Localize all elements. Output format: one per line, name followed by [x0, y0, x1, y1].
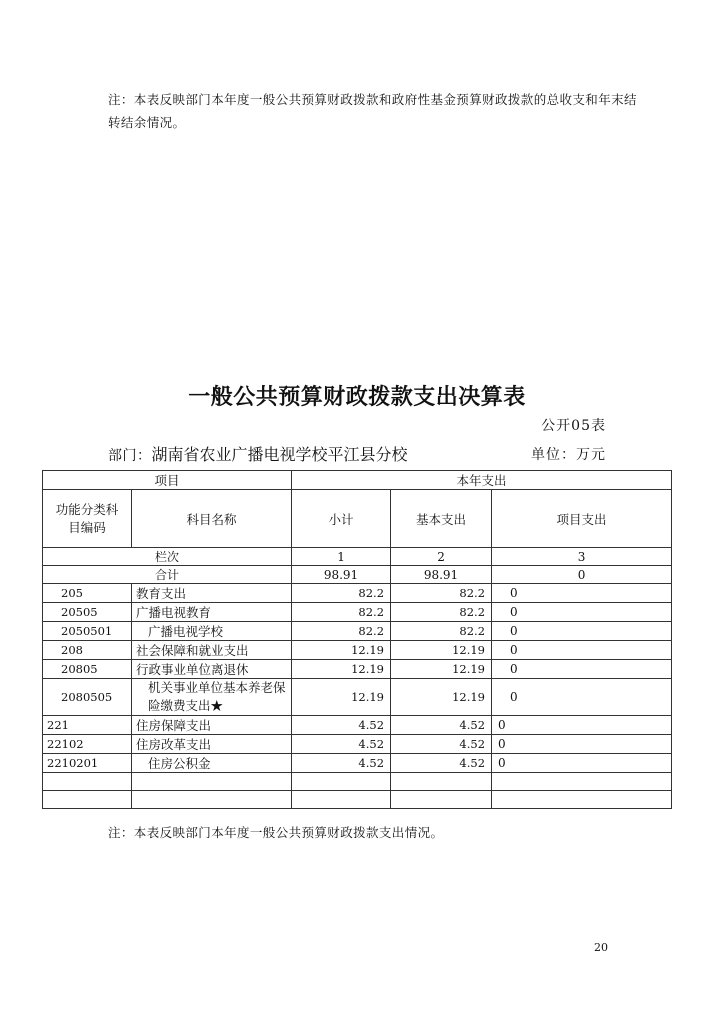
total-subtotal: 98.91	[292, 566, 391, 584]
header-row-2	[43, 490, 672, 548]
header-basic: 基本支出	[391, 490, 492, 548]
header-subtotal: 小计	[292, 490, 391, 548]
row-subtotal: 82.2	[292, 584, 391, 603]
row-basic: 12.19	[391, 660, 492, 679]
table-row	[43, 603, 672, 622]
table-id: 公开05表	[541, 418, 606, 434]
department-line	[108, 442, 408, 465]
table-row	[43, 679, 672, 716]
empty-cell	[43, 773, 132, 791]
row-subtotal: 4.52	[292, 735, 391, 754]
column-index-1: 1	[292, 548, 391, 566]
row-code: 20805	[43, 660, 132, 679]
header-project: 项目	[43, 471, 292, 490]
row-name: 社会保障和就业支出	[132, 641, 292, 660]
bottom-note: 注：本表反映部门本年度一般公共预算财政拨款支出情况。	[108, 825, 444, 840]
row-code: 208	[43, 641, 132, 660]
header-func-code: 功能分类科目编码	[43, 490, 132, 548]
empty-cell	[492, 773, 672, 791]
table-row	[43, 735, 672, 754]
column-index-2: 2	[391, 548, 492, 566]
table-row	[43, 754, 672, 773]
row-code: 221	[43, 716, 132, 735]
row-name: 广播电视教育	[132, 603, 292, 622]
row-subtotal: 12.19	[292, 660, 391, 679]
row-code: 2210201	[43, 754, 132, 773]
unit-label: 单位：万元	[531, 447, 606, 463]
row-name: 机关事业单位基本养老保险缴费支出★	[132, 679, 292, 716]
row-basic: 4.52	[391, 716, 492, 735]
row-code: 20505	[43, 603, 132, 622]
row-code: 2050501	[43, 622, 132, 641]
empty-cell	[132, 773, 292, 791]
row-name: 教育支出	[132, 584, 292, 603]
empty-row	[43, 773, 672, 791]
row-name: 行政事业单位离退休	[132, 660, 292, 679]
empty-cell	[43, 791, 132, 809]
row-basic: 12.19	[391, 679, 492, 716]
empty-cell	[292, 791, 391, 809]
column-index-row	[43, 548, 672, 566]
column-index-label: 栏次	[43, 548, 292, 566]
department-label: 部门：	[108, 448, 152, 464]
empty-cell	[492, 791, 672, 809]
header-subject-name: 科目名称	[132, 490, 292, 548]
row-subtotal: 82.2	[292, 603, 391, 622]
row-project: 0	[492, 603, 672, 622]
empty-cell	[132, 791, 292, 809]
table-row	[43, 622, 672, 641]
row-subtotal: 4.52	[292, 754, 391, 773]
row-project: 0	[492, 584, 672, 603]
table-row	[43, 584, 672, 603]
row-basic: 82.2	[391, 603, 492, 622]
table-row	[43, 641, 672, 660]
row-name: 广播电视学校	[132, 622, 292, 641]
total-row	[43, 566, 672, 584]
row-project: 0	[492, 679, 672, 716]
row-subtotal: 12.19	[292, 641, 391, 660]
page-title: 一般公共预算财政拨款支出决算表	[188, 385, 526, 410]
header-row-1	[43, 471, 672, 490]
row-project: 0	[492, 641, 672, 660]
row-basic: 4.52	[391, 754, 492, 773]
empty-cell	[391, 791, 492, 809]
total-label: 合计	[43, 566, 292, 584]
row-basic: 12.19	[391, 641, 492, 660]
row-basic: 82.2	[391, 622, 492, 641]
empty-row	[43, 791, 672, 809]
header-project-expense: 项目支出	[492, 490, 672, 548]
row-name: 住房保障支出	[132, 716, 292, 735]
row-code: 22102	[43, 735, 132, 754]
expenditure-table	[42, 470, 672, 809]
empty-cell	[391, 773, 492, 791]
row-basic: 82.2	[391, 584, 492, 603]
row-subtotal: 82.2	[292, 622, 391, 641]
row-name: 住房改革支出	[132, 735, 292, 754]
row-basic: 4.52	[391, 735, 492, 754]
table-row	[43, 716, 672, 735]
header-current-year-expenditure: 本年支出	[292, 471, 672, 490]
empty-cell	[292, 773, 391, 791]
row-code: 2080505	[43, 679, 132, 716]
row-project: 0	[492, 660, 672, 679]
row-project: 0	[492, 716, 672, 735]
total-project: 0	[492, 566, 672, 584]
page-number: 20	[594, 941, 608, 954]
row-name: 住房公积金	[132, 754, 292, 773]
column-index-3: 3	[492, 548, 672, 566]
total-basic: 98.91	[391, 566, 492, 584]
row-project: 0	[492, 622, 672, 641]
row-project: 0	[492, 754, 672, 773]
table-row	[43, 660, 672, 679]
row-code: 205	[43, 584, 132, 603]
row-subtotal: 4.52	[292, 716, 391, 735]
row-project: 0	[492, 735, 672, 754]
top-note: 注：本表反映部门本年度一般公共预算财政拨款和政府性基金预算财政拨款的总收支和年末结转结余情况。	[108, 92, 637, 130]
row-subtotal: 12.19	[292, 679, 391, 716]
department-value: 湖南省农业广播电视学校平江县分校	[151, 445, 408, 464]
